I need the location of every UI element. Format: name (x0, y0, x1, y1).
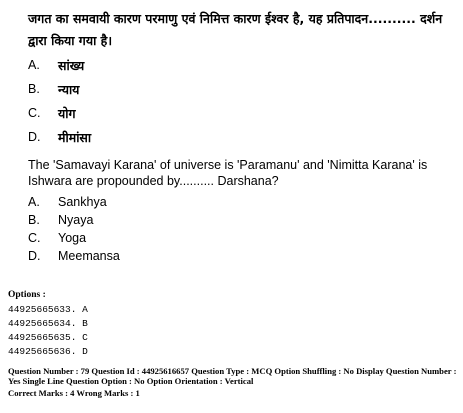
option-text: Nyaya (58, 213, 94, 227)
option-c-english[interactable] (28, 229, 86, 247)
marks-info: Correct Marks : 4 Wrong Marks : 1 (8, 388, 140, 398)
option-text: Meemansa (58, 249, 120, 263)
option-text: न्याय (58, 81, 80, 97)
option-text: मीमांसा (58, 129, 92, 145)
option-label: C. (28, 231, 41, 245)
option-c-hindi[interactable] (28, 104, 76, 122)
option-id-d: 44925665636. D (8, 346, 88, 357)
option-id-b: 44925665634. B (8, 318, 88, 329)
question-text-hindi: जगत का समवायी कारण परमाणु एवं निमित्त कारण ईश्वर है, यह प्रतिपादन.......... दर्शन द्वारा किया गया है। (28, 11, 443, 48)
option-label: B. (28, 82, 40, 96)
option-label: D. (28, 249, 41, 263)
option-b-english[interactable] (28, 211, 93, 229)
option-label: A. (28, 195, 40, 209)
option-text: योग (58, 105, 76, 121)
option-text: Sankhya (58, 195, 107, 209)
option-label: C. (28, 106, 41, 120)
option-text: Yoga (58, 231, 87, 245)
option-label: B. (28, 213, 40, 227)
option-label: D. (28, 130, 41, 144)
option-a-english[interactable] (28, 193, 107, 211)
option-b-hindi[interactable] (28, 80, 79, 98)
question-text-english: The 'Samavayi Karana' of universe is 'Paramanu' and 'Nimitta Karana' is Ishwara are propounded by.......... Darshana? (28, 158, 428, 188)
option-text: सांख्य (58, 57, 85, 73)
option-id-c: 44925665635. C (8, 332, 88, 343)
option-a-hindi[interactable] (28, 56, 84, 74)
option-label: A. (28, 58, 40, 72)
options-heading: Options : (8, 290, 46, 300)
option-d-english[interactable] (28, 247, 120, 265)
option-d-hindi[interactable] (28, 128, 91, 146)
question-metadata: Question Number : 79 Question Id : 44925616657 Question Type : MCQ Option Shuffling : No Display Question Number : Yes Single Line Question Option : No Option Orientation : Vertical (8, 366, 457, 386)
option-id-a: 44925665633. A (8, 304, 88, 315)
